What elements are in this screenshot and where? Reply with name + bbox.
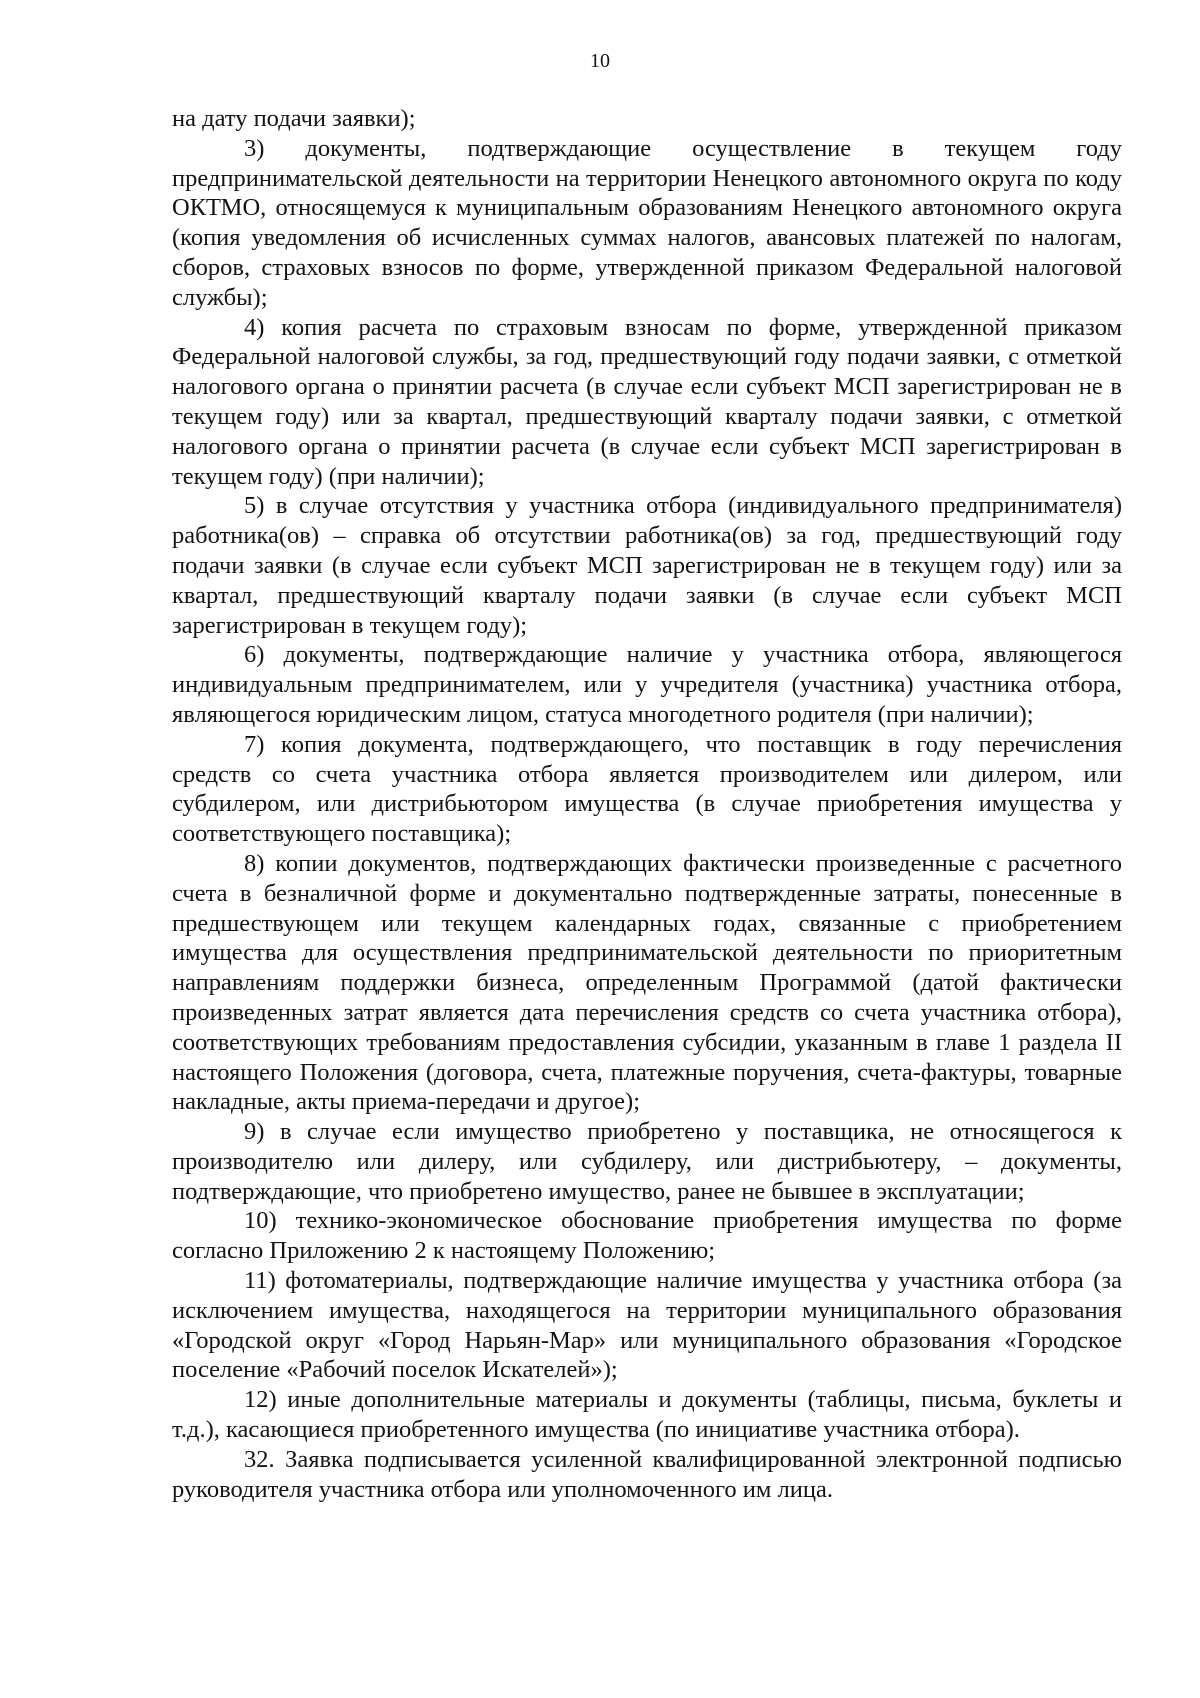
paragraph-item-8: 8) копии документов, подтверждающих фактически произведенные с расчетного счета в безналичной форме и документально подтвержденные затраты, понесенные в предшествующем или текущем календарных годах, связанные с приобретением имущества для осуществления предпринимательской деятельности по приоритетным направлениям поддержки бизнеса, определенным Программой (датой фактически произведенных затрат является дата перечисления средств со счета участника отбора), соответствующих требованиям предоставления субсидии, указанным в главе 1 раздела II настоящего Положения (договора, счета, платежные поручения, счета-фактуры, товарные накладные, акты приема-передачи и другое); (172, 849, 1122, 1116)
paragraph-item-11: 11) фотоматериалы, подтверждающие наличие имущества у участника отбора (за исключением имущества, находящегося на территории муниципального образования «Городской округ «Город Нарьян-Мар» или муниципального образования «Городское поселение «Рабочий поселок Искателей»); (172, 1267, 1122, 1384)
paragraph-clause-32: 32. Заявка подписывается усиленной квалифицированной электронной подписью руководителя участника отбора или уполномоченного им лица. (172, 1445, 1122, 1503)
paragraph-item-4: 4) копия расчета по страховым взносам по форме, утвержденной приказом Федеральной налоговой службы, за год, предшествующий году подачи заявки, с отметкой налогового органа о принятии расчета (в случае если субъект МСП зарегистрирован не в текущем году) или за квартал, предшествующий кварталу подачи заявки, с отметкой налогового органа о принятии расчета (в случае если субъект МСП зарегистрирован в текущем году) (при наличии); (172, 313, 1122, 490)
paragraph-item-10: 10) технико-экономическое обоснование приобретения имущества по форме согласно Приложению 2 к настоящему Положению; (172, 1207, 1122, 1265)
paragraph-item-6: 6) документы, подтверждающие наличие у участника отбора, являющегося индивидуальным предпринимателем, или у учредителя (участника) участника отбора, являющегося юридическим лицом, статуса многодетного родителя (при наличии); (172, 641, 1122, 728)
page-number: 10 (590, 50, 610, 72)
paragraph-item-7: 7) копия документа, подтверждающего, что поставщик в году перечисления средств со счета участника отбора является производителем или дилером, или субдилером, или дистрибьютором имущества (в случае приобретения имущества у соответствующего поставщика); (172, 730, 1122, 848)
paragraph-item-12: 12) иные дополнительные материалы и документы (таблицы, письма, буклеты и т.д.), касающиеся приобретенного имущества (по инициативе участника отбора). (172, 1386, 1122, 1444)
document-body (172, 104, 1122, 1504)
paragraph-continuation: на дату подачи заявки); (172, 105, 416, 132)
paragraph-item-3: 3) документы, подтверждающие осуществление в текущем году предпринимательской деятельности на территории Ненецкого автономного округа по коду ОКТМО, относящемуся к муниципальным образованиям Ненецкого автономного округа (копия уведомления об исчисленных суммах налогов, авансовых платежей по налогам, сборов, страховых взносов по форме, утвержденной приказом Федеральной налоговой службы); (172, 134, 1122, 311)
paragraph-item-5: 5) в случае отсутствия у участника отбора (индивидуального предпринимателя) работника(ов) – справка об отсутствии работника(ов) за год, предшествующий году подачи заявки (в случае если субъект МСП зарегистрирован не в текущем году) или за квартал, предшествующий кварталу подачи заявки (в случае если субъект МСП зарегистрирован в текущем году); (172, 492, 1122, 639)
paragraph-item-9: 9) в случае если имущество приобретено у поставщика, не относящегося к производителю или дилеру, или субдилеру, или дистрибьютеру, – документы, подтверждающие, что приобретено имущество, ранее не бывшее в эксплуатации; (172, 1118, 1122, 1205)
